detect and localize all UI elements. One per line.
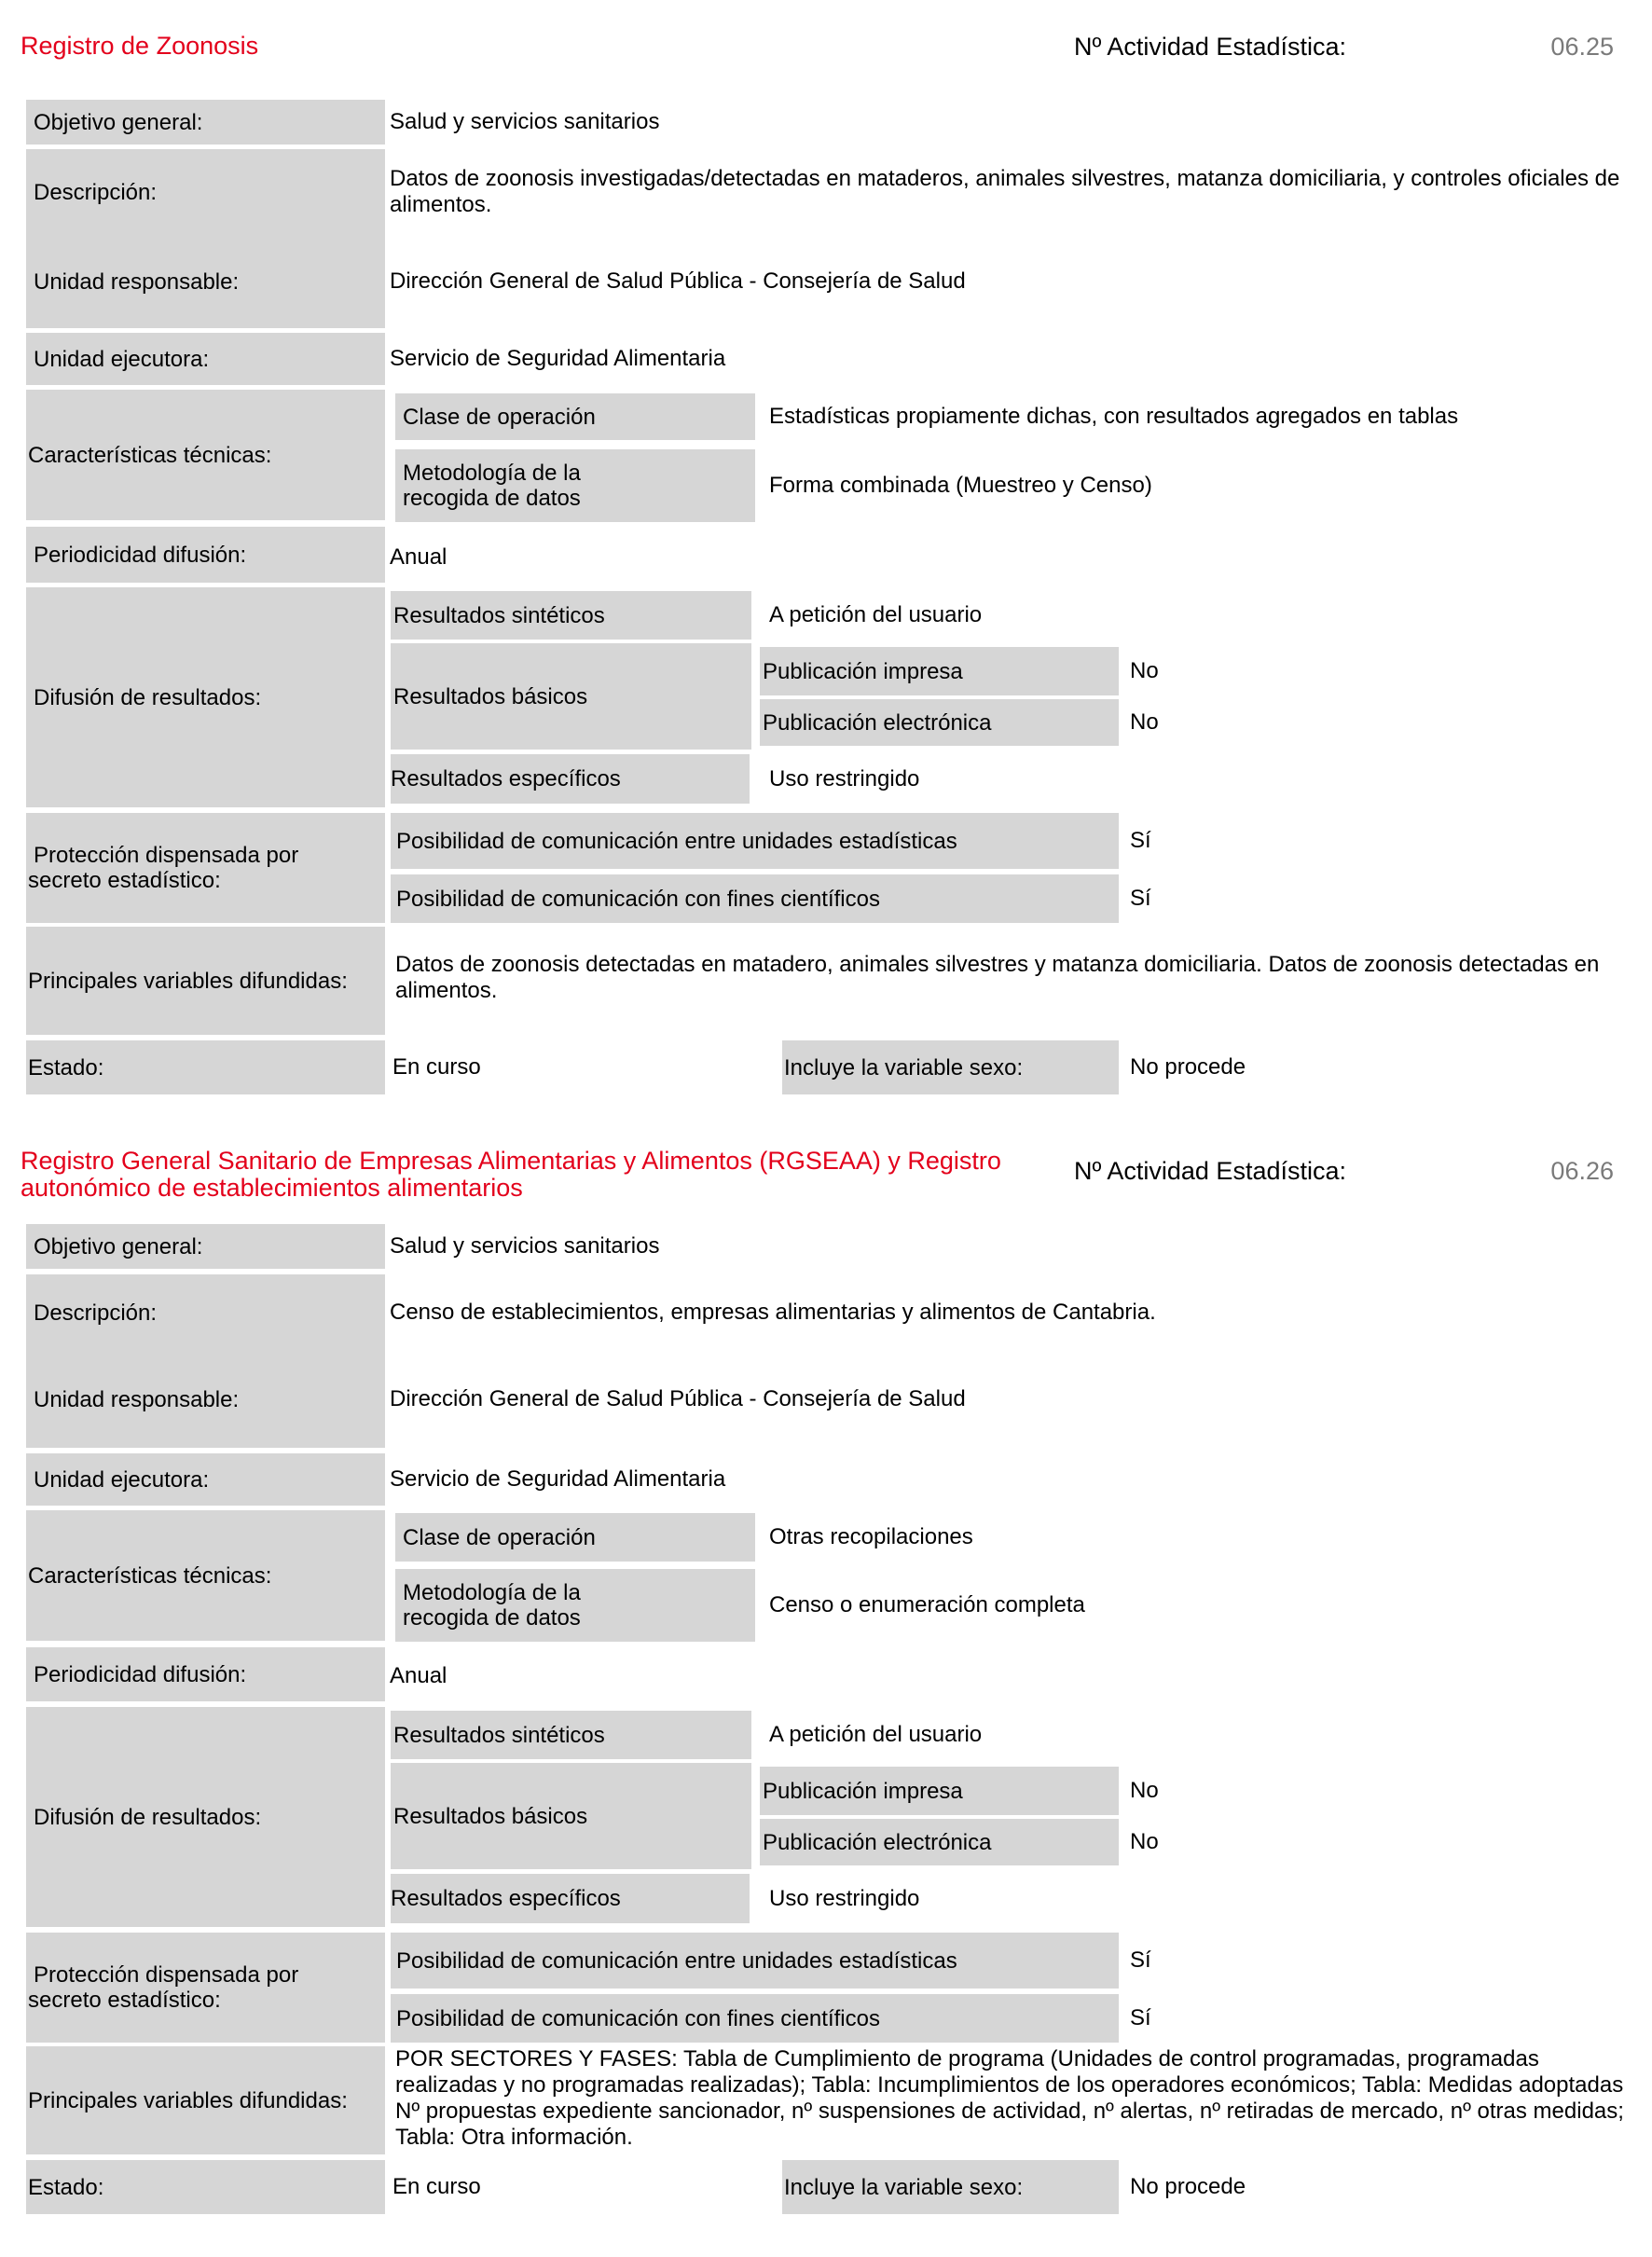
descripcion-label: Descripción: [26, 1274, 385, 1351]
comunicacion-unidades-label: Posibilidad de comunicación entre unidades estadísticas [391, 1933, 1119, 1989]
variables-value: POR SECTORES Y FASES: Tabla de Cumplimiento de programa (Unidades de control programadas, programadas realizadas y no programadas realizadas); Tabla: Incumplimientos de los operadores económicos; Tabla: Medidas adoptadas Nº propuestas expediente sancionador, nº suspensiones de actividad, nº alertas, nº retiradas de mercado, nº otras medidas; Tabla: Otra información. [395, 2046, 1624, 2150]
unidad-ejecutora-label: Unidad ejecutora: [26, 333, 385, 385]
objetivo-value: Salud y servicios sanitarios [390, 109, 660, 134]
clase-operacion-label: Clase de operación [395, 393, 755, 440]
publicacion-impresa-label: Publicación impresa [760, 647, 1119, 695]
activity-number: 06.26 [1550, 1157, 1614, 1185]
publicacion-electronica-value: No [1130, 709, 1159, 735]
unidad-responsable-label: Unidad responsable: [26, 235, 385, 328]
publicacion-impresa-value: No [1130, 1778, 1159, 1803]
metodologia-label: Metodología de la recogida de datos [395, 449, 755, 522]
publicacion-electronica-label: Publicación electrónica [760, 699, 1119, 746]
estado-value: En curso [392, 2174, 481, 2199]
unidad-ejecutora-label: Unidad ejecutora: [26, 1453, 385, 1506]
publicacion-electronica-value: No [1130, 1829, 1159, 1854]
resultados-basicos-label: Resultados básicos [391, 1763, 751, 1869]
comunicacion-cientificos-value: Sí [1130, 2005, 1151, 2030]
unidad-ejecutora-value: Servicio de Seguridad Alimentaria [390, 1466, 726, 1492]
descripcion-label: Descripción: [26, 149, 385, 235]
resultados-sinteticos-value: A petición del usuario [769, 1722, 983, 1747]
proteccion-label: Protección dispensada por secreto estadístico: [26, 813, 385, 923]
resultados-especificos-label: Resultados específicos [391, 754, 750, 804]
comunicacion-cientificos-value: Sí [1130, 886, 1151, 911]
comunicacion-cientificos-label: Posibilidad de comunicación con fines científicos [391, 874, 1119, 923]
unidad-responsable-label: Unidad responsable: [26, 1351, 385, 1448]
publicacion-impresa-value: No [1130, 658, 1159, 683]
metodologia-value: Censo o enumeración completa [769, 1592, 1085, 1617]
unidad-ejecutora-value: Servicio de Seguridad Alimentaria [390, 346, 726, 371]
descripcion-value: Datos de zoonosis investigadas/detectadas en mataderos, animales silvestres, matanza domiciliaria, y controles oficiales de alimentos. [390, 166, 1620, 217]
resultados-sinteticos-label: Resultados sintéticos [391, 1711, 751, 1759]
objetivo-label: Objetivo general: [26, 100, 385, 145]
resultados-especificos-value: Uso restringido [769, 765, 920, 791]
caracteristicas-label: Características técnicas: [26, 390, 385, 520]
operation-title: Registro de Zoonosis [21, 32, 259, 60]
periodicidad-value: Anual [390, 1663, 447, 1688]
clase-operacion-value: Otras recopilaciones [769, 1524, 973, 1549]
activity-number-label: Nº Actividad Estadística: [1074, 33, 1346, 61]
clase-operacion-label: Clase de operación [395, 1513, 755, 1562]
estado-label: Estado: [26, 1040, 385, 1094]
comunicacion-unidades-label: Posibilidad de comunicación entre unidades estadísticas [391, 813, 1119, 869]
estado-label: Estado: [26, 2160, 385, 2214]
variables-value: Datos de zoonosis detectadas en matadero, animales silvestres y matanza domiciliaria. Datos de zoonosis detectadas en alimentos. [395, 952, 1600, 1003]
unidad-responsable-value: Dirección General de Salud Pública - Consejería de Salud [390, 1386, 966, 1411]
variables-label: Principales variables difundidas: [26, 2046, 385, 2154]
sexo-label: Incluye la variable sexo: [782, 1040, 1119, 1094]
resultados-especificos-label: Resultados específicos [391, 1874, 750, 1923]
periodicidad-label: Periodicidad difusión: [26, 527, 385, 583]
resultados-sinteticos-label: Resultados sintéticos [391, 591, 751, 640]
operation-card [0, 0, 1652, 1114]
resultados-basicos-label: Resultados básicos [391, 643, 751, 750]
descripcion-value: Censo de establecimientos, empresas alimentarias y alimentos de Cantabria. [390, 1300, 1156, 1325]
caracteristicas-label: Características técnicas: [26, 1510, 385, 1641]
periodicidad-value: Anual [390, 544, 447, 570]
metodologia-label: Metodología de la recogida de datos [395, 1569, 755, 1642]
sexo-label: Incluye la variable sexo: [782, 2160, 1119, 2214]
objetivo-value: Salud y servicios sanitarios [390, 1233, 660, 1259]
resultados-sinteticos-value: A petición del usuario [769, 602, 983, 627]
estado-value: En curso [392, 1054, 481, 1080]
comunicacion-unidades-value: Sí [1130, 828, 1151, 853]
comunicacion-cientificos-label: Posibilidad de comunicación con fines científicos [391, 1994, 1119, 2043]
objetivo-label: Objetivo general: [26, 1224, 385, 1269]
difusion-label: Difusión de resultados: [26, 1707, 385, 1927]
unidad-responsable-value: Dirección General de Salud Pública - Consejería de Salud [390, 268, 966, 294]
sexo-value: No procede [1130, 2174, 1246, 2199]
publicacion-electronica-label: Publicación electrónica [760, 1819, 1119, 1865]
proteccion-label: Protección dispensada por secreto estadístico: [26, 1933, 385, 2043]
metodologia-value: Forma combinada (Muestreo y Censo) [769, 473, 1152, 498]
clase-operacion-value: Estadísticas propiamente dichas, con resultados agregados en tablas [769, 404, 1459, 429]
resultados-especificos-value: Uso restringido [769, 1885, 920, 1911]
periodicidad-label: Periodicidad difusión: [26, 1647, 385, 1701]
comunicacion-unidades-value: Sí [1130, 1947, 1151, 1973]
operation-title: Registro General Sanitario de Empresas Alimentarias y Alimentos (RGSEAA) y Registro autonómico de establecimientos alimentarios [21, 1147, 1001, 1202]
sexo-value: No procede [1130, 1054, 1246, 1080]
publicacion-impresa-label: Publicación impresa [760, 1767, 1119, 1815]
difusion-label: Difusión de resultados: [26, 587, 385, 807]
activity-number: 06.25 [1550, 33, 1614, 61]
variables-label: Principales variables difundidas: [26, 927, 385, 1035]
operation-card [0, 1114, 1652, 2257]
activity-number-label: Nº Actividad Estadística: [1074, 1157, 1346, 1185]
